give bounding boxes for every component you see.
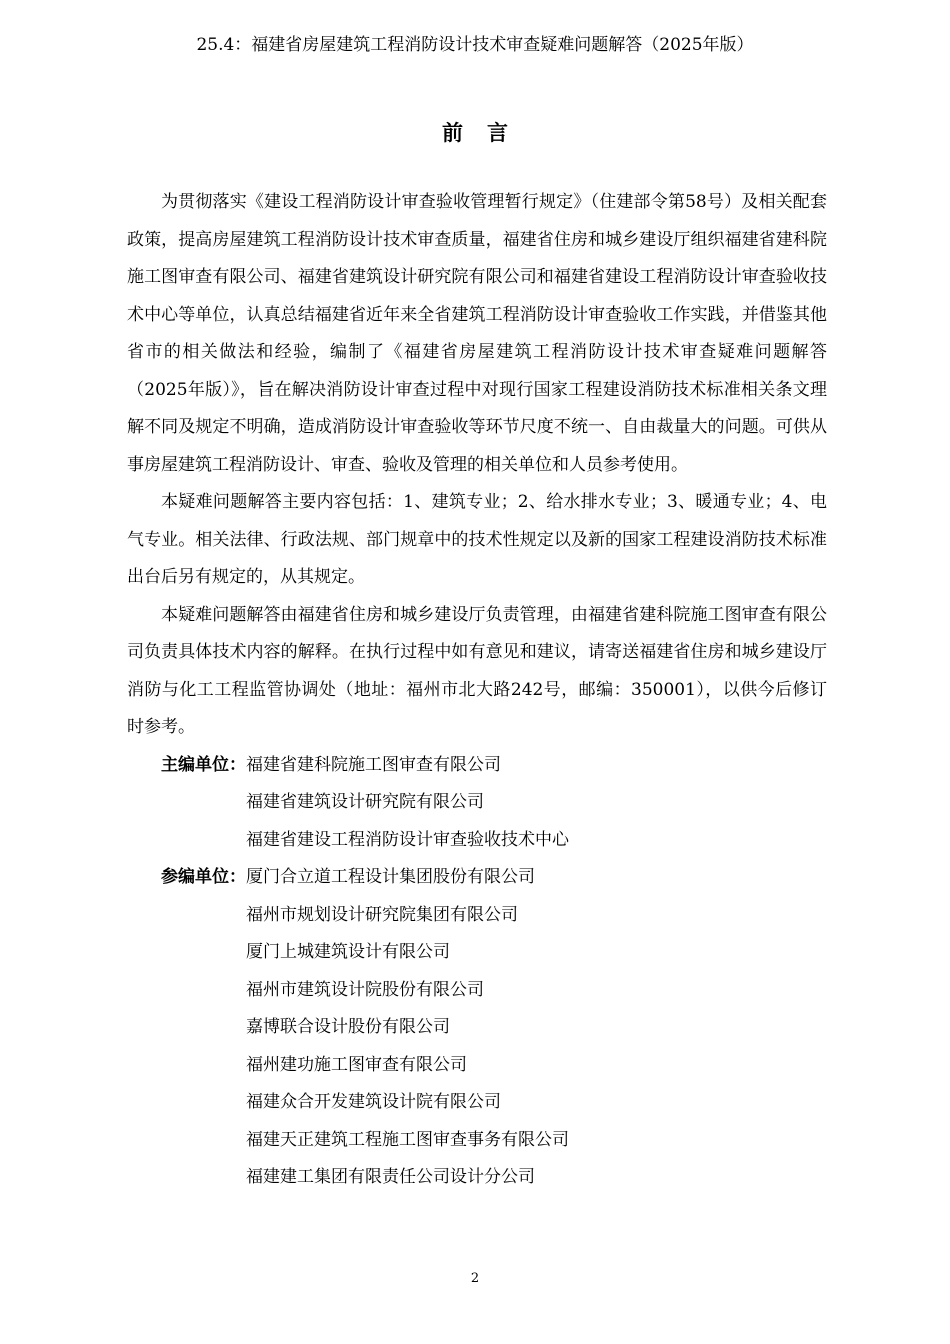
participating-unit-item: 厦门上城建筑设计有限公司 [246,942,450,962]
participating-unit-item: 福建建工集团有限责任公司设计分公司 [246,1167,535,1187]
participating-unit-item: 福州建功施工图审查有限公司 [246,1054,467,1075]
units-section [127,747,827,1197]
participating-unit-item: 嘉博联合设计股份有限公司 [246,1017,450,1037]
chief-units-label: 主编单位： [161,754,246,775]
chief-unit-item: 福建省建设工程消防设计审查验收技术中心 [246,829,569,850]
chief-units-list [246,747,569,860]
participating-units-list [246,859,569,1197]
participating-units-label: 参编单位： [161,867,246,887]
paragraph-management: 本疑难问题解答由福建省住房和城乡建设厅负责管理，由福建省建科院施工图审查有限公司负责具体技术内容的解释。在执行过程中如有意见和建议，请寄送福建省住房和城乡建设厅消防与化工工程监管协调处（地址：福州市北大路242号，邮编：350001），以供今后修订时参考。 [127,604,827,737]
participating-units-block [127,859,827,1197]
chief-unit-item: 福建省建科院施工图审查有限公司 [246,754,501,775]
participating-unit-item: 福建众合开发建筑设计院有限公司 [246,1092,501,1112]
page-title: 前言 [442,120,532,145]
participating-unit-item: 福州市规划设计研究院集团有限公司 [246,904,518,925]
document-header: 25.4：福建省房屋建筑工程消防设计技术审查疑难问题解答（2025年版） [196,35,754,55]
page-number: 2 [470,1271,480,1286]
paragraph-purpose: 为贯彻落实《建设工程消防设计审查验收管理暂行规定》（住建部令第58号）及相关配套政策，提高房屋建筑工程消防设计技术审查质量，福建省住房和城乡建设厅组织福建省建科院施工图审查有限公司、福建省建筑设计研究院有限公司和福建省建设工程消防设计审查验收技术中心等单位，认真总结福建省近年来全省建筑工程消防设计审查验收工作实践，并借鉴其他省市的相关做法和经验，编制了《福建省房屋建筑工程消防设计技术审查疑难问题解答（2025年版）》，旨在解决消防设计审查过程中对现行国家工程建设消防技术标准相关条文理解不同及规定不明确，造成消防设计审查验收等环节尺度不统一、自由裁量大的问题。可供从事房屋建筑工程消防设计、审查、验收及管理的相关单位和人员参考使用。 [127,192,827,475]
participating-unit-item: 厦门合立道工程设计集团股份有限公司 [246,867,535,887]
chief-units-block [127,747,827,860]
document-body [127,184,827,1197]
chief-unit-item: 福建省建筑设计研究院有限公司 [246,792,484,812]
paragraph-contents: 本疑难问题解答主要内容包括：1、建筑专业；2、给水排水专业；3、暖通专业；4、电气专业。相关法律、行政法规、部门规章中的技术性规定以及新的国家工程建设消防技术标准出台后另有规定的，从其规定。 [127,492,827,587]
participating-unit-item: 福建天正建筑工程施工图审查事务有限公司 [246,1129,569,1150]
participating-unit-item: 福州市建筑设计院股份有限公司 [246,979,484,1000]
